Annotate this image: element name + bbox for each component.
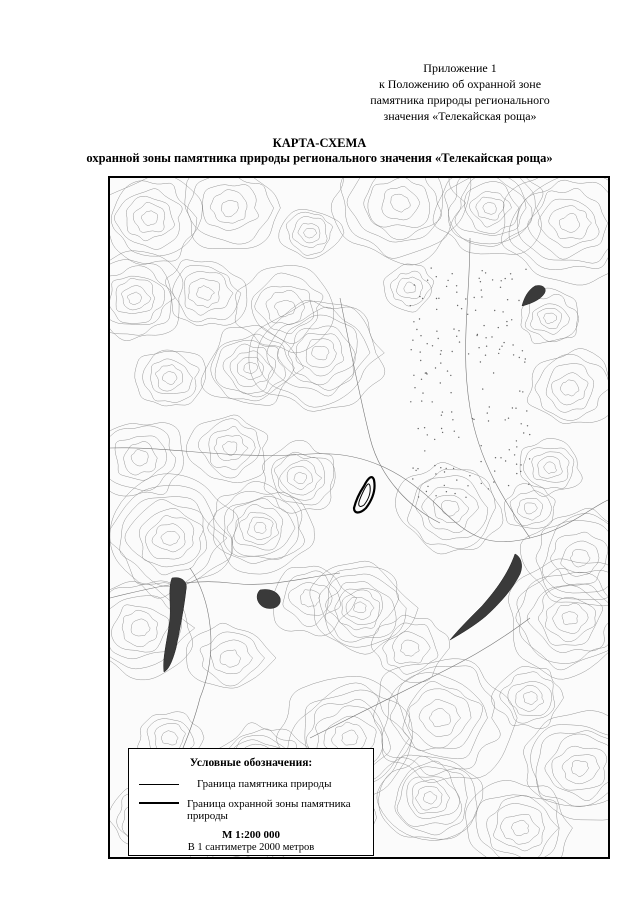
appendix-line-3: памятника природы регионального	[370, 93, 550, 107]
marsh-dot	[419, 318, 420, 319]
marsh-dot	[446, 468, 447, 469]
legend-item-monument	[139, 778, 369, 792]
marsh-dot	[418, 496, 419, 497]
marsh-dot	[414, 387, 415, 388]
marsh-dot	[492, 279, 493, 280]
marsh-dot	[441, 428, 442, 429]
marsh-dot	[501, 280, 502, 281]
legend-item-protection-zone	[139, 798, 369, 824]
marsh-dot	[447, 370, 448, 371]
marsh-dot	[418, 428, 419, 429]
marsh-dot	[525, 358, 526, 359]
marsh-dot	[522, 350, 523, 351]
marsh-dot	[511, 278, 512, 279]
map-title	[0, 136, 639, 166]
marsh-dot	[480, 361, 481, 362]
marsh-dot	[512, 407, 513, 408]
marsh-dot	[520, 471, 521, 472]
marsh-dot	[479, 278, 480, 279]
marsh-dot	[436, 309, 437, 310]
marsh-dot	[424, 450, 425, 451]
marsh-dot	[468, 353, 469, 354]
marsh-dot	[434, 439, 435, 440]
marsh-dot	[461, 308, 462, 309]
marsh-dot	[508, 418, 509, 419]
marsh-dot	[426, 372, 427, 373]
marsh-dot	[516, 446, 517, 447]
appendix-note	[330, 60, 590, 124]
marsh-dot	[483, 325, 484, 326]
marsh-dot	[446, 286, 447, 287]
marsh-dot	[465, 497, 466, 498]
marsh-dot	[440, 467, 441, 468]
marsh-dot	[519, 390, 520, 391]
marsh-dot	[507, 299, 508, 300]
appendix-line-4: значения «Телекайская роща»	[383, 109, 537, 123]
marsh-dot	[486, 346, 487, 347]
marsh-dot	[493, 372, 494, 373]
legend-title: Условные обозначения:	[189, 757, 313, 769]
marsh-dot	[447, 280, 448, 281]
marsh-dot	[523, 432, 524, 433]
marsh-dot	[438, 338, 439, 339]
marsh-dot	[412, 467, 413, 468]
marsh-dot	[478, 347, 479, 348]
marsh-dot	[424, 427, 425, 428]
marsh-dot	[444, 485, 445, 486]
marsh-dot	[513, 354, 514, 355]
appendix-line-2: к Положению об охранной зоне	[378, 77, 542, 91]
legend-item-monument-label: Граница памятника природы	[197, 778, 332, 790]
marsh-dot	[414, 284, 415, 285]
marsh-dot	[426, 491, 427, 492]
marsh-dot	[450, 375, 451, 376]
marsh-dot	[420, 335, 421, 336]
marsh-dot	[499, 349, 500, 350]
marsh-dot	[442, 411, 443, 412]
map-legend	[128, 748, 374, 856]
marsh-dot	[495, 457, 496, 458]
marsh-dot	[427, 280, 428, 281]
marsh-dot	[454, 431, 455, 432]
marsh-dot	[453, 468, 454, 469]
marsh-dot	[440, 362, 441, 363]
marsh-dot	[515, 408, 516, 409]
marsh-dot	[511, 319, 512, 320]
marsh-dot	[410, 305, 411, 306]
marsh-dot	[527, 425, 528, 426]
marsh-dot	[422, 298, 423, 299]
marsh-dot	[508, 485, 509, 486]
marsh-dot	[456, 479, 457, 480]
marsh-dot	[498, 353, 499, 354]
marsh-dot	[435, 495, 436, 496]
marsh-dot	[454, 493, 455, 494]
marsh-dot	[487, 412, 488, 413]
marsh-dot	[481, 445, 482, 446]
marsh-dot	[446, 491, 447, 492]
marsh-dot	[465, 298, 466, 299]
map-scale-description: В 1 сантиметре 2000 метров	[187, 842, 315, 853]
marsh-dot	[512, 344, 513, 345]
marsh-dot	[438, 298, 439, 299]
marsh-dot	[480, 281, 481, 282]
thick-line-symbol	[139, 802, 179, 804]
marsh-dot	[505, 278, 506, 279]
marsh-dot	[509, 449, 510, 450]
marsh-dot	[488, 420, 489, 421]
marsh-dot	[473, 419, 474, 420]
marsh-dot	[524, 361, 525, 362]
marsh-dot	[485, 355, 486, 356]
marsh-dot	[412, 340, 413, 341]
marsh-dot	[413, 321, 414, 322]
marsh-dot	[516, 440, 517, 441]
marsh-dot	[444, 471, 445, 472]
marsh-dot	[452, 351, 453, 352]
marsh-dot	[456, 285, 457, 286]
marsh-dot	[456, 292, 457, 293]
marsh-dot	[522, 391, 523, 392]
marsh-dot	[480, 461, 481, 462]
marsh-dot	[435, 367, 436, 368]
marsh-dot	[467, 485, 468, 486]
marsh-dot	[521, 423, 522, 424]
marsh-dot	[451, 411, 452, 412]
marsh-dot	[417, 468, 418, 469]
marsh-dot	[500, 287, 501, 288]
marsh-dot	[491, 336, 492, 337]
marsh-dot	[505, 419, 506, 420]
map-title-line-1: КАРТА-СХЕМА	[272, 136, 367, 150]
marsh-dot	[510, 273, 511, 274]
marsh-dot	[528, 484, 529, 485]
marsh-dot	[410, 401, 411, 402]
marsh-dot	[441, 350, 442, 351]
marsh-dot	[506, 321, 507, 322]
marsh-dot	[505, 460, 506, 461]
marsh-dot	[516, 473, 517, 474]
marsh-dot	[436, 276, 437, 277]
marsh-dot	[419, 296, 420, 297]
marsh-dot	[436, 298, 437, 299]
marsh-dot	[475, 310, 476, 311]
marsh-dot	[440, 354, 441, 355]
marsh-dot	[481, 289, 482, 290]
marsh-dot	[485, 272, 486, 273]
map-scale: М 1:200 000	[221, 829, 281, 841]
marsh-dot	[440, 382, 441, 383]
marsh-dot	[529, 434, 530, 435]
marsh-dot	[427, 434, 428, 435]
marsh-dot	[435, 473, 436, 474]
marsh-dot	[441, 415, 442, 416]
marsh-dot	[519, 357, 520, 358]
marsh-dot	[415, 470, 416, 471]
marsh-dot	[458, 330, 459, 331]
marsh-dot	[412, 478, 413, 479]
marsh-dot	[481, 483, 482, 484]
marsh-dot	[529, 458, 530, 459]
marsh-dot	[427, 486, 428, 487]
marsh-dot	[411, 349, 412, 350]
marsh-dot	[514, 454, 515, 455]
marsh-dot	[525, 269, 526, 270]
marsh-dot	[421, 379, 422, 380]
marsh-dot	[420, 360, 421, 361]
marsh-dot	[516, 464, 517, 465]
marsh-dot	[432, 345, 433, 346]
marsh-dot	[450, 392, 451, 393]
marsh-dot	[420, 351, 421, 352]
marsh-dot	[456, 336, 457, 337]
marsh-dot	[474, 297, 475, 298]
marsh-dot	[458, 437, 459, 438]
marsh-dot	[493, 481, 494, 482]
marsh-dot	[500, 457, 501, 458]
marsh-dot	[482, 388, 483, 389]
marsh-dot	[427, 343, 428, 344]
marsh-dot	[436, 331, 437, 332]
marsh-dot	[494, 470, 495, 471]
marsh-dot	[472, 418, 473, 419]
marsh-dot	[520, 464, 521, 465]
marsh-dot	[431, 267, 432, 268]
marsh-dot	[502, 311, 503, 312]
marsh-dot	[467, 314, 468, 315]
marsh-dot	[498, 327, 499, 328]
marsh-dot	[457, 305, 458, 306]
legend-item-protection-zone-label: Граница охранной зоны памятника природы	[187, 798, 351, 822]
marsh-dot	[434, 465, 435, 466]
map-title-line-2: охранной зоны памятника природы регионального значения «Телекайская роща»	[86, 151, 553, 165]
marsh-dot	[518, 300, 519, 301]
marsh-dot	[489, 406, 490, 407]
marsh-dot	[421, 400, 422, 401]
marsh-dot	[476, 335, 477, 336]
marsh-dot	[481, 296, 482, 297]
marsh-dot	[453, 328, 454, 329]
marsh-dot	[452, 419, 453, 420]
marsh-dot	[469, 475, 470, 476]
marsh-dot	[503, 342, 504, 343]
marsh-dot	[452, 273, 453, 274]
appendix-line-1: Приложение 1	[423, 61, 497, 75]
marsh-dot	[459, 341, 460, 342]
marsh-dot	[482, 270, 483, 271]
marsh-dot	[506, 325, 507, 326]
marsh-dot	[526, 410, 527, 411]
marsh-dot	[422, 392, 423, 393]
marsh-dot	[442, 432, 443, 433]
marsh-dot	[501, 346, 502, 347]
marsh-dot	[488, 488, 489, 489]
marsh-dot	[416, 329, 417, 330]
marsh-dot	[432, 401, 433, 402]
marsh-dot	[494, 310, 495, 311]
thin-line-symbol	[139, 784, 179, 785]
marsh-dot	[413, 375, 414, 376]
marsh-dot	[485, 337, 486, 338]
